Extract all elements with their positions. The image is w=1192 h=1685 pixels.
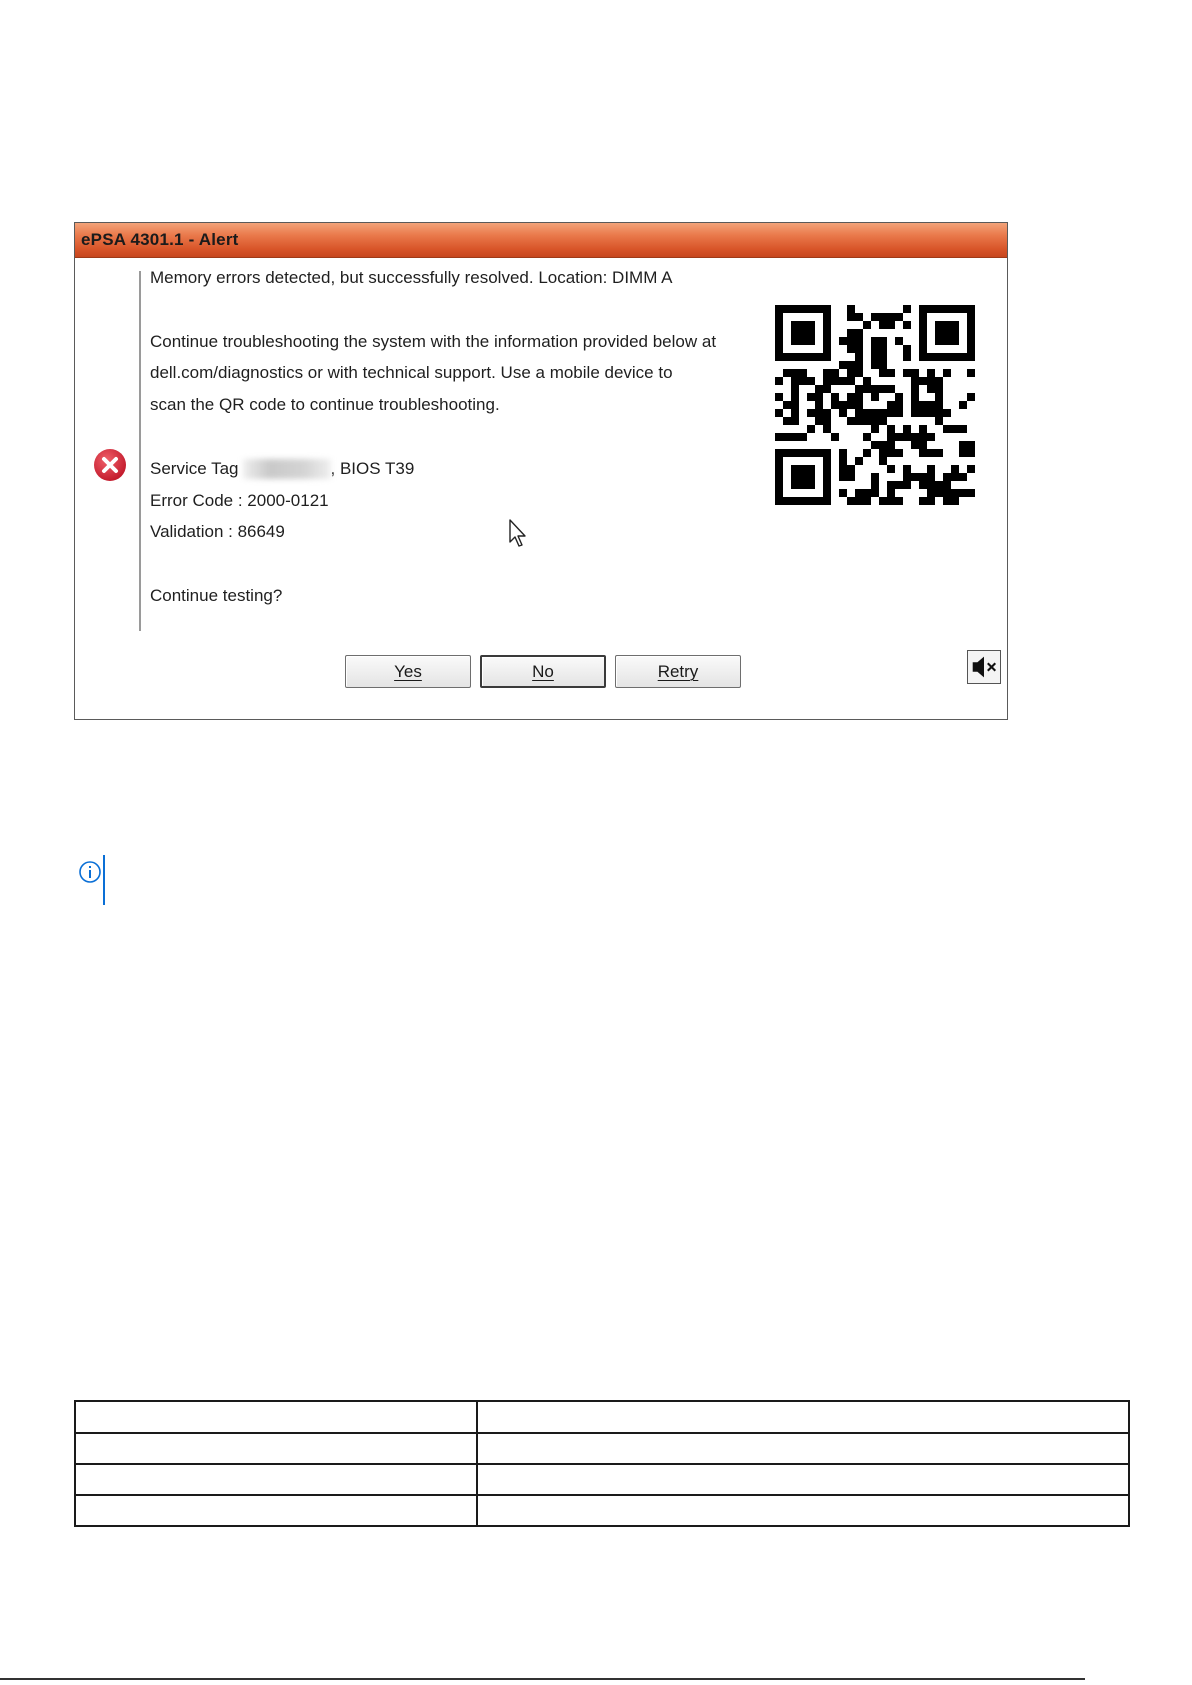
no-button[interactable]: No [480,655,606,688]
error-code: Error Code : 2000-0121 [150,490,329,510]
error-icon [92,447,128,483]
table-cell [477,1464,1129,1495]
qr-code [775,305,975,505]
table-cell [75,1495,477,1526]
message-line: Memory errors detected, but successfully resolved. Location: DIMM A [150,268,673,287]
note-accent-bar [103,855,105,905]
table-cell [75,1433,477,1464]
validation-code: Validation : 86649 [150,522,285,542]
footer-rule [0,1678,1085,1680]
message-line: Continue troubleshooting the system with the information provided below at [150,331,717,351]
epsa-alert-dialog [74,222,1008,720]
message-line: dell.com/diagnostics or with technical support. Use a mobile device to [150,363,673,383]
info-icon [78,860,102,884]
dialog-title-bar [75,223,1007,258]
table-header-cell [75,1401,477,1433]
service-tag-line [150,453,710,485]
table-row [75,1433,1129,1464]
retry-button[interactable]: Retry [615,655,741,688]
table-cell [477,1495,1129,1526]
message-divider [139,271,141,631]
yes-button[interactable]: Yes [345,655,471,688]
dialog-title: ePSA 4301.1 - Alert [81,230,239,249]
table-header-cell [477,1401,1129,1433]
data-table [74,1400,1130,1527]
table-header-row [75,1401,1129,1433]
alert-message [150,262,717,612]
table-row [75,1495,1129,1526]
table-cell [75,1464,477,1495]
bios-version: , BIOS T39 [330,458,415,478]
table-row [75,1464,1129,1495]
service-tag-label: Service Tag [150,458,239,478]
continue-prompt: Continue testing? [150,585,283,605]
speaker-mute-icon[interactable] [967,650,1001,684]
mouse-cursor-icon [508,518,530,548]
message-line: scan the QR code to continue troubleshooting. [150,395,500,415]
redacted-service-tag [243,459,331,479]
table-cell [477,1433,1129,1464]
